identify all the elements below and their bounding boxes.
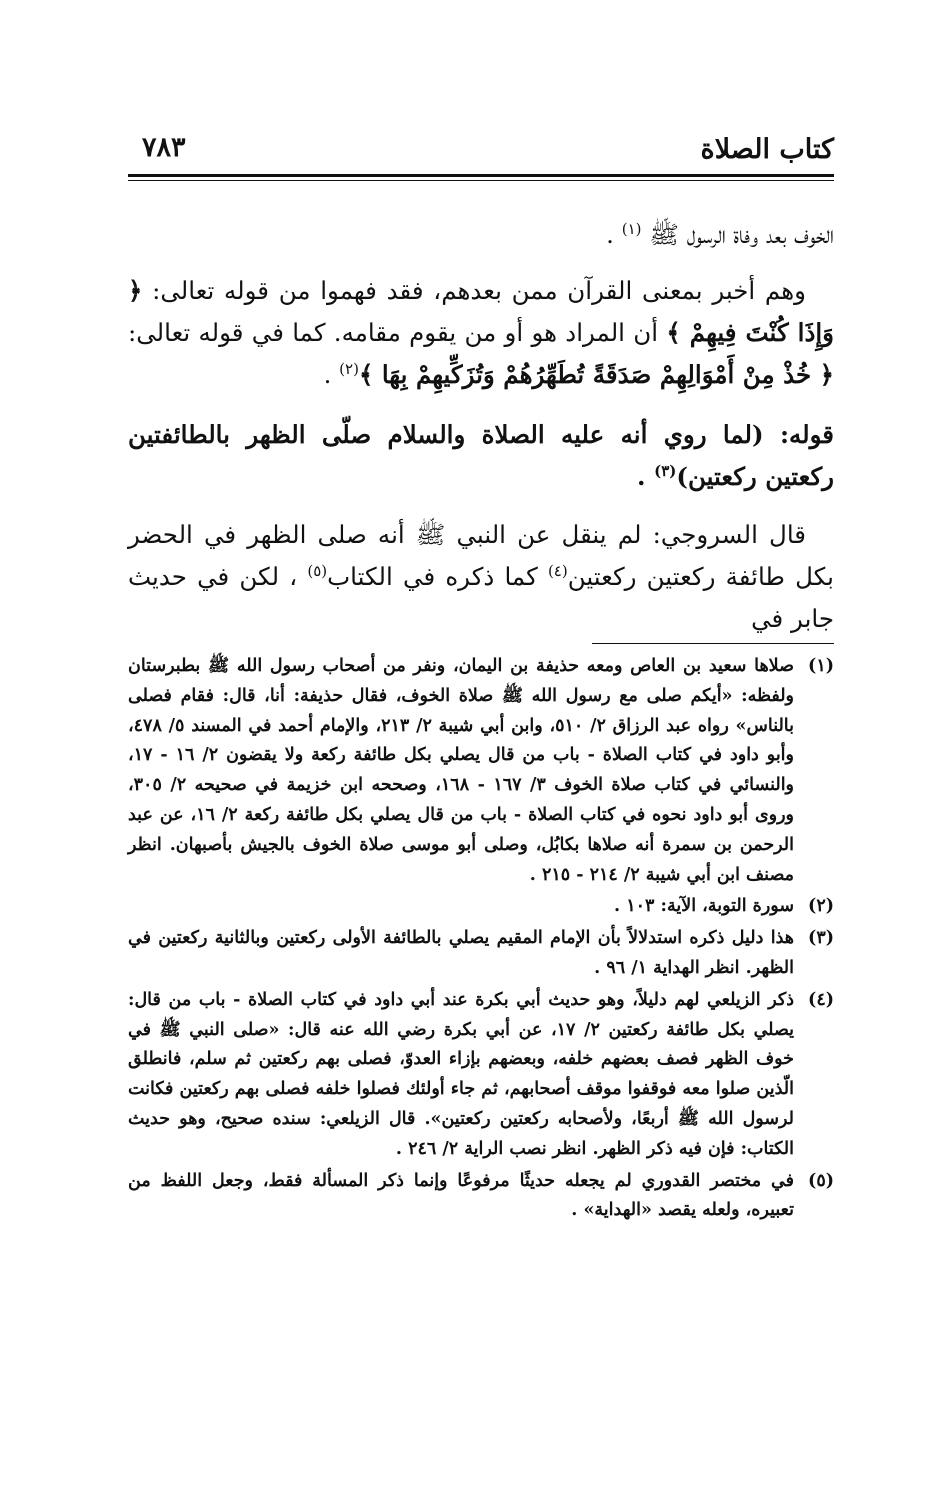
page-number: ٧٨٣ <box>142 132 186 163</box>
quran-verse-1: ﴿ وَإِذَا كُنْتَ فِيهِمْ ﴾ <box>128 276 835 347</box>
footnote-text: هذا دليل ذكره استدلالاً بأن الإمام المقيم يصلي بالطائفة الأولى ركعتين وبالثانية ركعتين في الظهر. انظر الهداية ١/ ٩٦ . <box>128 928 794 978</box>
page-header <box>128 126 834 172</box>
footnote-number: (٣) <box>808 928 834 949</box>
quran-verse-2: ﴿ خُذْ مِنْ أَمْوَالِهِمْ صَدَقَةً تُطَهِّرُهُمْ وَتُزَكِّيهِمْ بِهَا ﴾ <box>358 360 834 389</box>
para4-a: قال السروجي: لم ينقل عن النبي ﷺ أنه صلى الظهر في الحضر بكل طائفة ركعتين ركعتين <box>128 520 834 591</box>
para4-c: ، لكن في حديث جابر في <box>128 562 834 633</box>
paragraph-2 <box>128 270 834 396</box>
running-title: كتاب الصلاة <box>700 134 834 165</box>
footnote-number: (١) <box>808 656 834 676</box>
footnote-ref-4: (٤) <box>547 561 568 580</box>
paragraph-3-matn <box>128 414 834 498</box>
para2-a: وهم أخبر بمعنى القرآن ممن بعدهم، فقد فهموا من قوله تعالى: <box>142 276 806 305</box>
header-rule-thin <box>128 180 834 181</box>
para1-tail: . <box>606 220 622 249</box>
para4-b: كما ذكره في الكتاب <box>327 562 548 591</box>
footnote-1 <box>128 652 834 890</box>
footnote-number: (٥) <box>808 1170 834 1191</box>
footnote-ref-2: (٢) <box>339 359 359 378</box>
para2-tail: . <box>323 360 340 389</box>
main-text <box>128 214 834 640</box>
footnote-separator <box>592 643 834 644</box>
footnote-2 <box>128 892 834 922</box>
footnote-text: صلاها سعيد بن العاص ومعه حذيفة بن اليمان، ونفر من أصحاب رسول الله ﷺ بطبرستان ولفظه: «أيكم صلى مع رسول الله ﷺ صلاة الخوف، فقال حذيفة: أنا، قال: فقام فصلى بالناس» رواه عبد الرزاق ٢/ ٥١٠، وابن أبي شيبة ٢/ ٢١٣، والإمام أحمد في المسند ٥/ ٤٧٨، وأبو داود في كتاب الصلاة - باب من قال يصلي بكل طائفة ركعة ولا يقضون ٢/ ١٦ - ١٧، والنسائي في كتاب صلاة الخوف ٣/ ١٦٧ - ١٦٨، وصححه ابن خزيمة في صحيحه ٢/ ٣٠٥، وروى أبو داود نحوه في كتاب الصلاة - باب من قال يصلي بكل طائفة ركعة ٢/ ١٦، عن عبد الرحمن بن سمرة أنه صلاها بكابُل، وصلى أبو موسى صلاة الخوف بالجيش بأصبهان. انظر مصنف ابن أبي شيبة ٢/ ٢١٤ - ٢١٥ . <box>128 656 795 885</box>
footnote-text: في مختصر القدوري لم يجعله حديثًا مرفوعًا وإنما ذكر المسألة فقط، وجعل اللفظ من تعبيره، ولعله يقصد «الهداية» . <box>128 1170 794 1221</box>
paragraph-1 <box>128 214 834 256</box>
paragraph-4 <box>128 514 834 640</box>
para3-tail: . <box>637 462 655 491</box>
footnote-text: سورة التوبة، الآية: ١٠٣ . <box>614 896 794 917</box>
footnote-number: (٢) <box>808 896 834 917</box>
footnote-text: ذكر الزيلعي لهم دليلاً، وهو حديث أبي بكرة عند أبي داود في كتاب الصلاة - باب من قال: يصلي بكل طائفة ركعتين ٢/ ١٧، عن أبي بكرة رضي الله عنه قال: «صلى النبي ﷺ في خوف الظهر فصف بعضهم خلفه، وبعضهم بإزاء العدوّ، فصلى بهم ركعتين ثم سلم، فانطلق الّذين صلوا معه فوقفوا موقف أصحابهم، ثم جاء أولئك فصلوا خلفه فصلى بهم ركعتين فكانت لرسول الله ﷺ أربعًا، ولأصحابه ركعتين ركعتين». قال الزيلعي: سنده صحيح، وهو حديث الكتاب: فإن فيه ذكر الظهر. انظر نصب الراية ٢/ ٢٤٦ . <box>128 989 795 1159</box>
footnote-ref-1: (١) <box>621 219 642 238</box>
para3-text: قوله: (لما روي أنه عليه الصلاة والسلام صلّى الظهر بالطائفتين ركعتين ركعتين) <box>128 420 834 491</box>
footnote-ref-3: (٣) <box>654 461 677 480</box>
header-rule-thick <box>128 174 834 177</box>
para2-b: أن المراد هو أو من يقوم مقامه. كما في قوله تعالى: <box>128 318 667 347</box>
footnote-5 <box>128 1167 834 1227</box>
para1-text: الخوف بعد وفاة الرسول ﷺ <box>649 220 834 249</box>
footnotes <box>128 652 834 1228</box>
footnote-3 <box>128 924 834 984</box>
footnote-ref-5: (٥) <box>307 561 328 580</box>
footnote-number: (٤) <box>808 989 834 1010</box>
footnote-4 <box>128 986 834 1165</box>
